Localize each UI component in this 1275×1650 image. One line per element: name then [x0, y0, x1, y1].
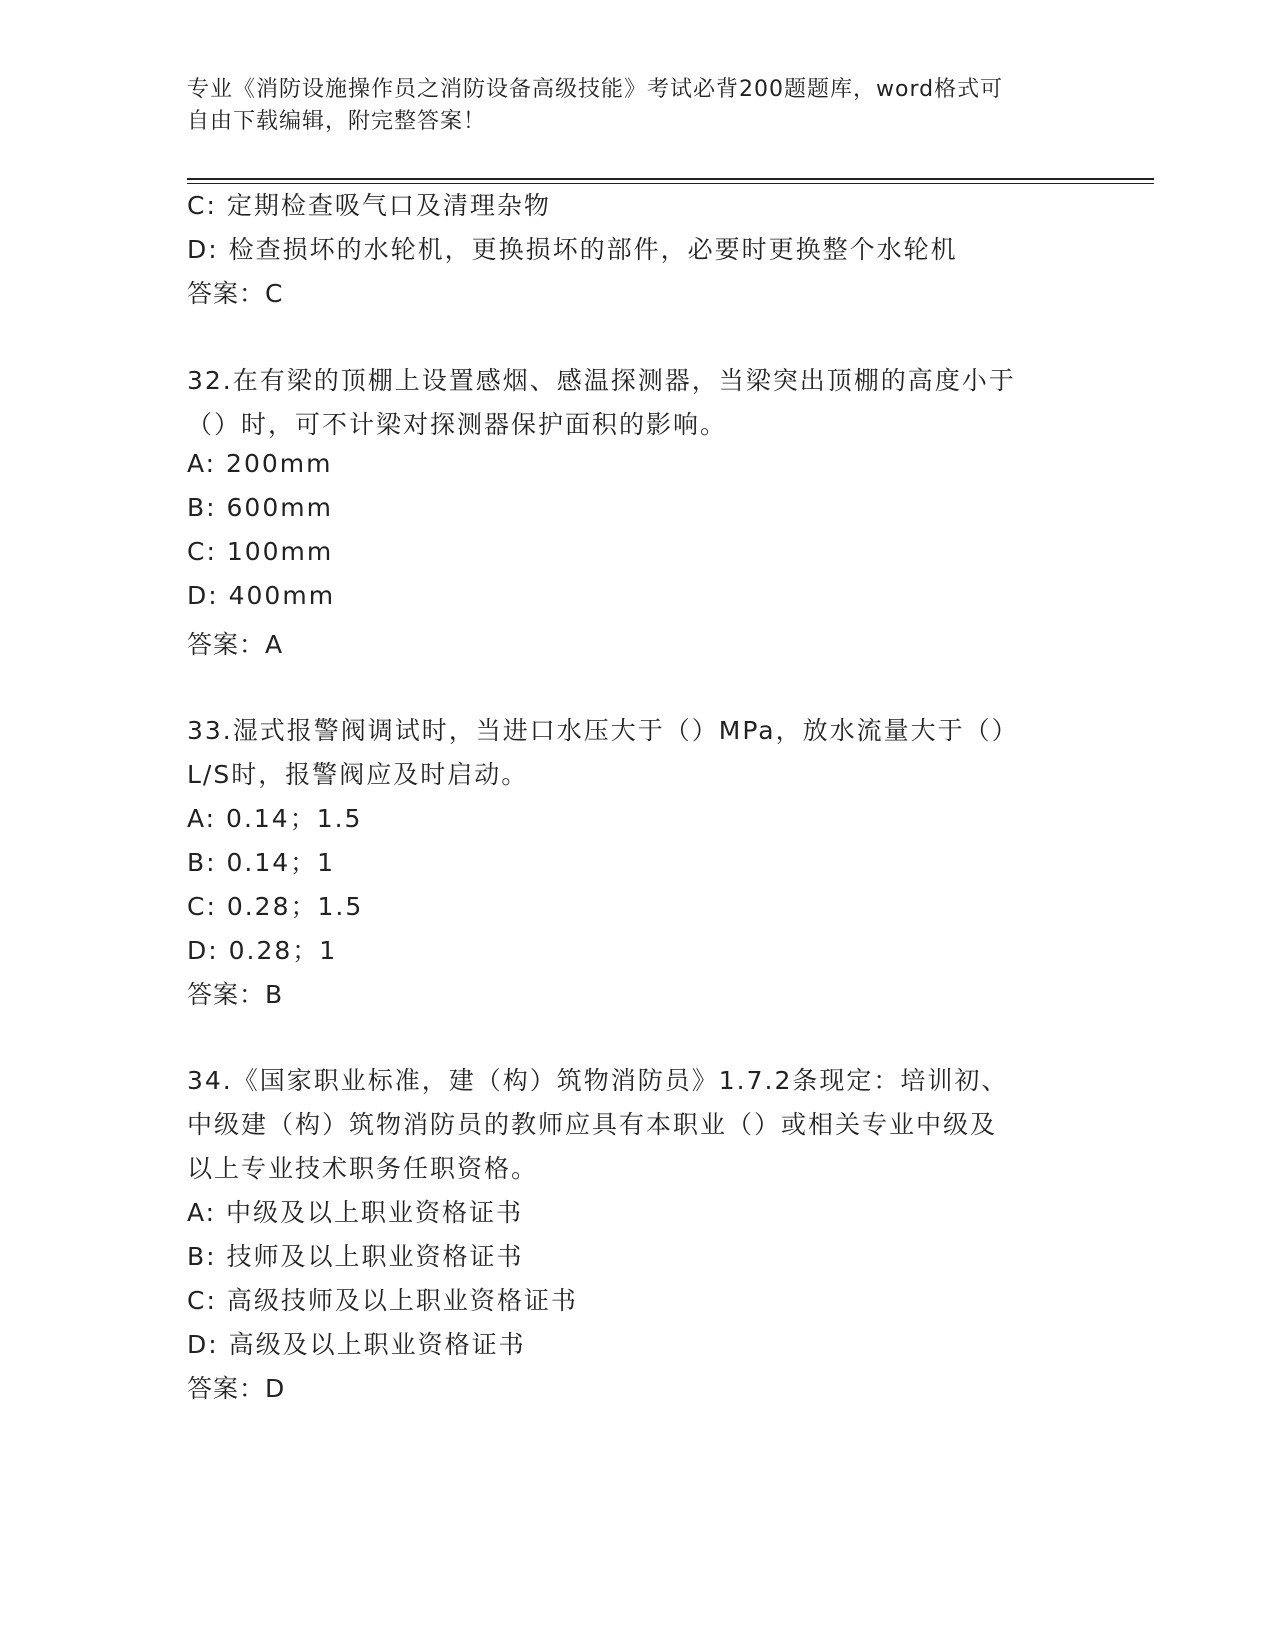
q32-option-c: C: 100mm: [187, 537, 334, 566]
q34-option-b: B: 技师及以上职业资格证书: [187, 1242, 524, 1271]
q33-option-c: C: 0.28；1.5: [187, 892, 364, 921]
document-header: [187, 74, 1067, 138]
q34-stem-line-1: 34.《国家职业标准，建（构）筑物消防员》1.7.2条现定：培训初、: [187, 1066, 1009, 1095]
header-line-1: 专业《消防设施操作员之消防设备高级技能》考试必背200题题库，word格式可: [187, 77, 1004, 102]
q34-option-d: D: 高级及以上职业资格证书: [187, 1330, 526, 1359]
q34-option-c: C: 高级技师及以上职业资格证书: [187, 1286, 578, 1315]
q31-answer: 答案：C: [187, 279, 284, 308]
q32-option-b: B: 600mm: [187, 493, 333, 522]
q34-option-a: A: 中级及以上职业资格证书: [187, 1198, 524, 1227]
q32-option-d: D: 400mm: [187, 581, 336, 610]
q33-stem-line-1: 33.湿式报警阀调试时，当进口水压大于（）MPa，放水流量大于（）: [187, 716, 1019, 745]
q32-answer: 答案：A: [187, 630, 284, 659]
q34-stem-line-3: 以上专业技术职务任职资格。: [187, 1154, 539, 1183]
q33-option-d: D: 0.28；1: [187, 936, 338, 965]
q32-stem-line-2: （）时，可不计梁对探测器保护面积的影响。: [187, 410, 728, 439]
header-divider-thick: [187, 178, 1154, 180]
q33-option-b: B: 0.14；1: [187, 848, 336, 877]
header-divider-thin: [187, 183, 1154, 184]
q32-stem-line-1: 32.在有梁的顶棚上设置感烟、感温探测器，当梁突出顶棚的高度小于: [187, 366, 1016, 395]
q32-option-a: A: 200mm: [187, 449, 333, 478]
q34-stem-line-2: 中级建（构）筑物消防员的教师应具有本职业（）或相关专业中级及: [187, 1110, 998, 1139]
q33-option-a: A: 0.14；1.5: [187, 804, 363, 833]
q31-option-d: D: 检查损坏的水轮机，更换损坏的部件，必要时更换整个水轮机: [187, 235, 958, 264]
q33-stem-line-2: L/S时，报警阀应及时启动。: [187, 760, 529, 789]
q31-option-c: C: 定期检查吸气口及清理杂物: [187, 191, 551, 220]
q33-answer: 答案：B: [187, 980, 284, 1009]
header-line-2: 自由下载编辑，附完整答案！: [187, 109, 487, 134]
q34-answer: 答案：D: [187, 1374, 286, 1403]
